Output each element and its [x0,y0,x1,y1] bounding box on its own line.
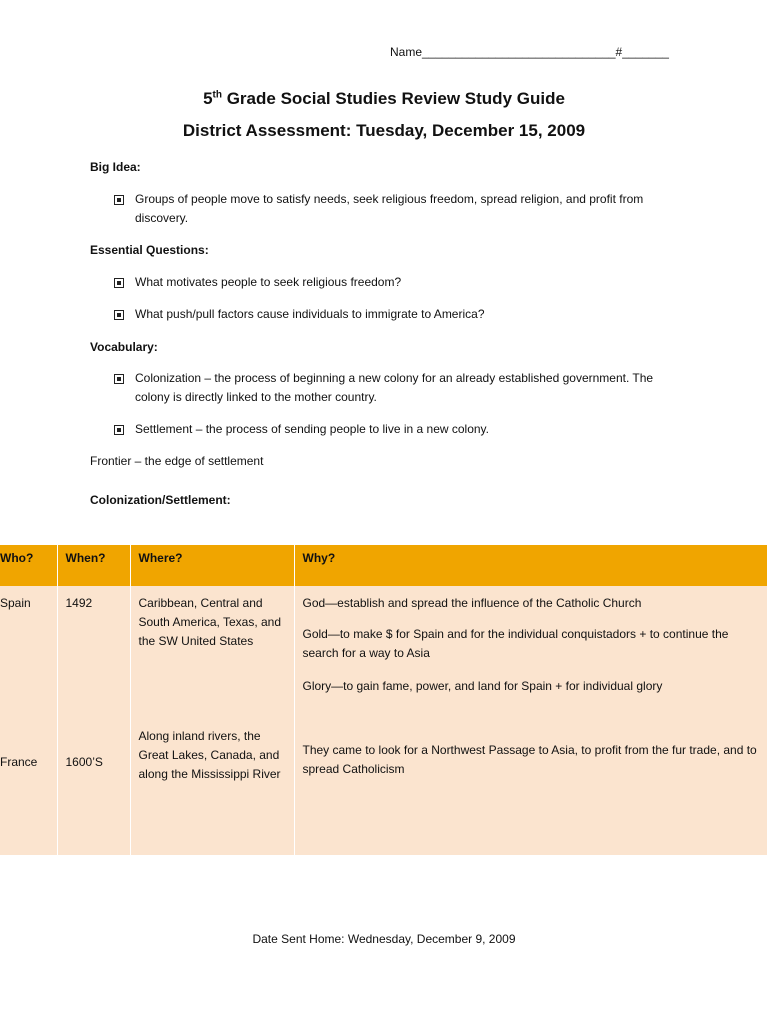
checkbox-bullet-icon [114,195,124,205]
vocabulary-heading: Vocabulary: [90,340,158,354]
essential-question-text: What motivates people to seek religious freedom? [135,275,402,289]
table-row [0,586,768,855]
title-ordinal: 5 [203,89,213,108]
why-value: God—establish and spread the influence of the Catholic Church [302,596,642,610]
name-field-line: Name_____________________________#_______ [390,45,669,59]
vocabulary-item [114,369,675,407]
big-idea-item [114,190,695,228]
checkbox-bullet-icon [114,425,124,435]
when-value: 1492 [65,596,93,610]
why-value: Gold—to make $ for Spain and for the individual conquistadors + to continue the search for a way to Asia [302,627,729,660]
table-header-row [0,545,768,586]
page-subtitle: District Assessment: Tuesday, December 15, 2009 [182,121,586,140]
vocabulary-item [114,420,695,439]
when-value: 1600’S [65,755,103,769]
column-header-why: Why? [294,545,768,586]
why-cell [294,586,768,855]
column-header-when: When? [57,545,130,586]
essential-questions-heading: Essential Questions: [90,243,209,257]
checkbox-bullet-icon [114,310,124,320]
who-value: France [0,755,38,769]
big-idea-text: Groups of people move to satisfy needs, seek religious freedom, spread religion, and profit from discovery. [135,192,644,225]
essential-question-item [114,305,695,324]
why-value: They came to look for a Northwest Passage to Asia, to profit from the fur trade, and to spread Catholicism [302,743,757,776]
why-value: Glory—to gain fame, power, and land for Spain + for individual glory [302,679,663,693]
vocabulary-text: Colonization – the process of beginning a new colony for an already established government. The colony is directly linked to the mother country. [135,371,654,404]
column-header-where: Where? [130,545,294,586]
big-idea-heading: Big Idea: [90,160,141,174]
who-cell [0,586,57,855]
where-value: Caribbean, Central and South America, Texas, and the SW United States [138,596,282,648]
essential-question-item [114,273,695,292]
page-title [0,89,768,109]
checkbox-bullet-icon [114,374,124,384]
when-cell [57,586,130,855]
frontier-definition: Frontier – the edge of settlement [90,454,264,468]
date-sent-home: Date Sent Home: Wednesday, December 9, 2009 [252,932,516,946]
title-text: Grade Social Studies Review Study Guide [221,89,565,108]
vocabulary-text: Settlement – the process of sending people to live in a new colony. [135,422,489,436]
colonization-heading: Colonization/Settlement: [90,493,231,507]
title-superscript: th [212,89,222,101]
colonization-table [0,545,768,855]
where-cell [130,586,294,855]
where-value: Along inland rivers, the Great Lakes, Canada, and along the Mississippi River [138,729,281,781]
essential-question-text: What push/pull factors cause individuals to immigrate to America? [135,307,485,321]
checkbox-bullet-icon [114,278,124,288]
column-header-who: Who? [0,545,57,586]
who-value: Spain [0,596,31,610]
